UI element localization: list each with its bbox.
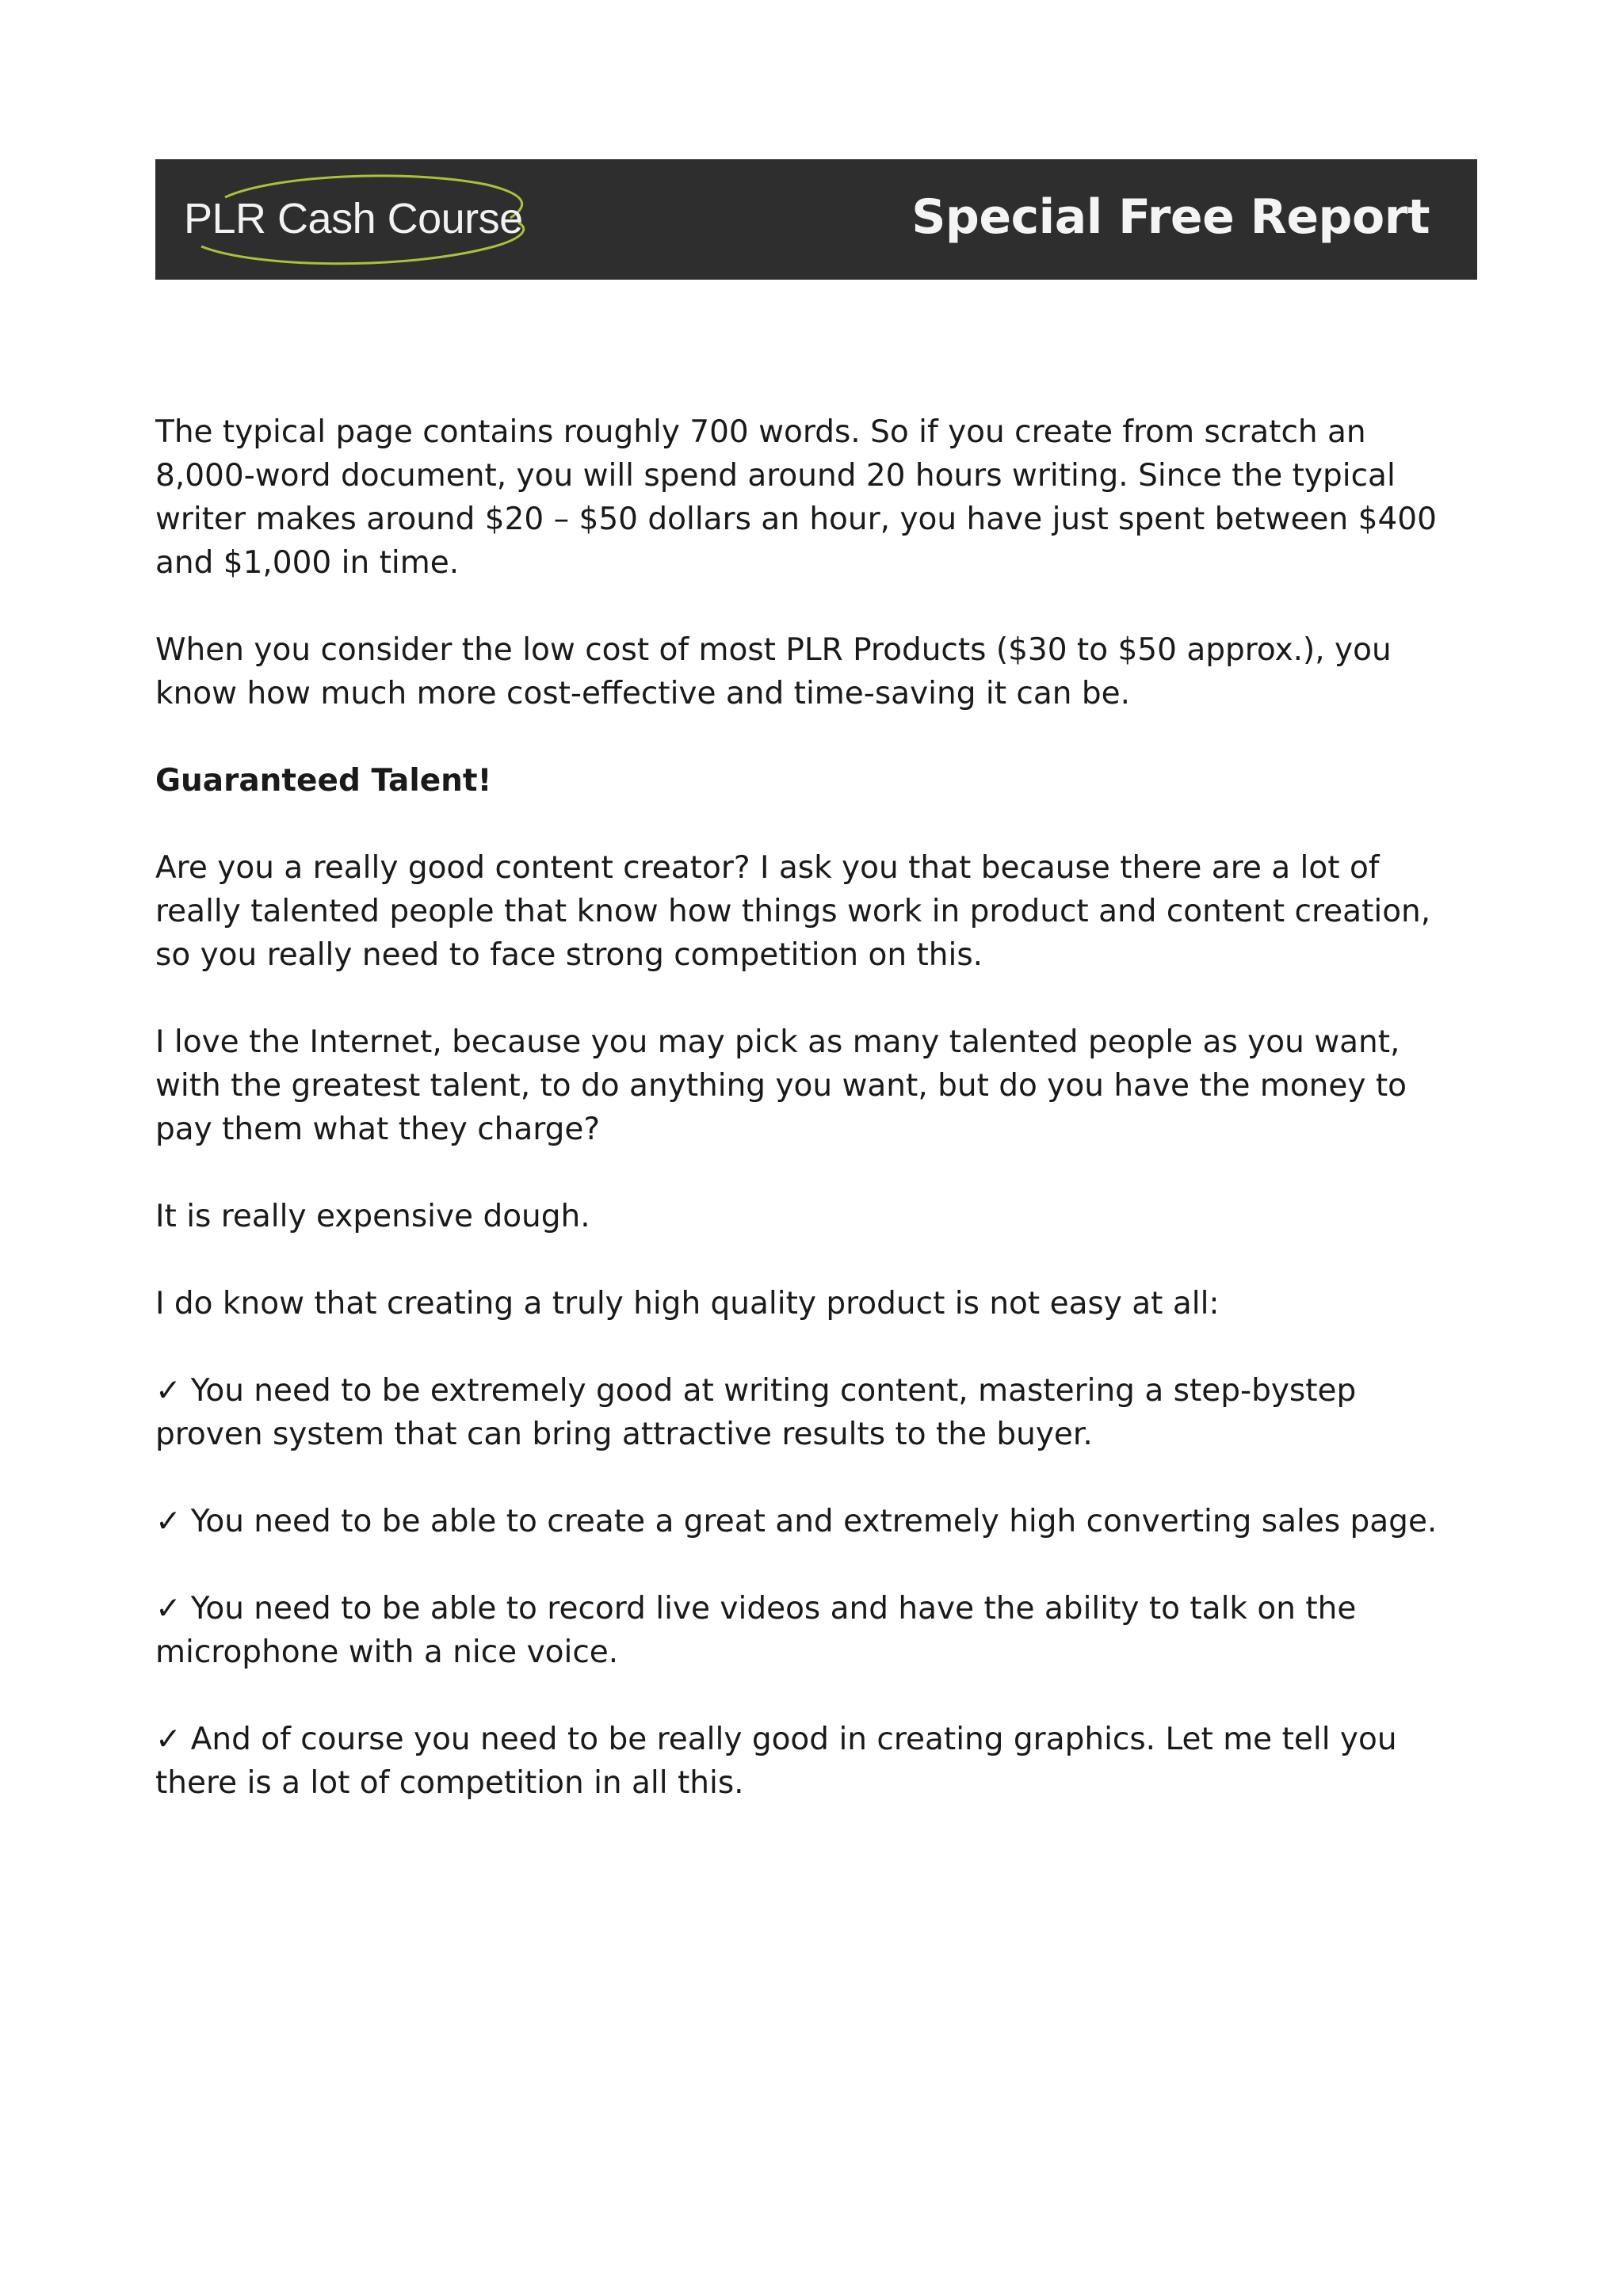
paragraph: I do know that creating a truly high quality product is not easy at all:: [155, 1286, 1220, 1322]
checklist-item-text: You need to be able to create a great and extremely high converting sales page.: [190, 1504, 1438, 1539]
checkmark-icon: ✓: [155, 1504, 181, 1539]
checkmark-icon: ✓: [155, 1591, 181, 1627]
checkmark-icon: ✓: [155, 1373, 181, 1409]
document-body: [155, 410, 1455, 1848]
checklist-item: [155, 1587, 1455, 1674]
header-banner: [155, 159, 1477, 280]
checklist-item: [155, 1369, 1455, 1456]
paragraph: Are you a really good content creator? I ask you that because there are a lot of really talented people that know how things work in product and content creation, so you really need to face strong competition on this.: [155, 850, 1431, 973]
paragraph: I love the Internet, because you may pick as many talented people as you want, with the greatest talent, to do anything you want, but do you have the money to pay them what they charge?: [155, 1024, 1407, 1147]
checklist-item-text: You need to be extremely good at writing content, mastering a step-bystep proven system that can bring attractive results to the buyer.: [155, 1373, 1357, 1452]
logo-text: PLR Cash Course: [184, 195, 523, 242]
checklist-item-text: You need to be able to record live videos and have the ability to talk on the microphone with a nice voice.: [155, 1591, 1357, 1670]
logo: [170, 170, 542, 269]
section-heading: Guaranteed Talent!: [155, 763, 492, 799]
checklist-item-text: And of course you need to be really good in creating graphics. Let me tell you there is a lot of competition in all this.: [155, 1722, 1397, 1801]
checklist-item: [155, 1718, 1455, 1805]
checklist-item: [155, 1500, 1455, 1543]
checkmark-icon: ✓: [155, 1722, 181, 1757]
paragraph: The typical page contains roughly 700 words. So if you create from scratch an 8,000-word document, you will spend around 20 hours writing. Since the typical writer makes around $20 – $50 dollars an hour, you have just spent between $400 and $1,000 in time.: [155, 414, 1437, 581]
report-title: Special Free Report: [911, 189, 1430, 245]
paragraph: It is really expensive dough.: [155, 1199, 590, 1234]
paragraph: When you consider the low cost of most PLR Products ($30 to $50 approx.), you know how much more cost-effective and time-saving it can be.: [155, 632, 1392, 711]
